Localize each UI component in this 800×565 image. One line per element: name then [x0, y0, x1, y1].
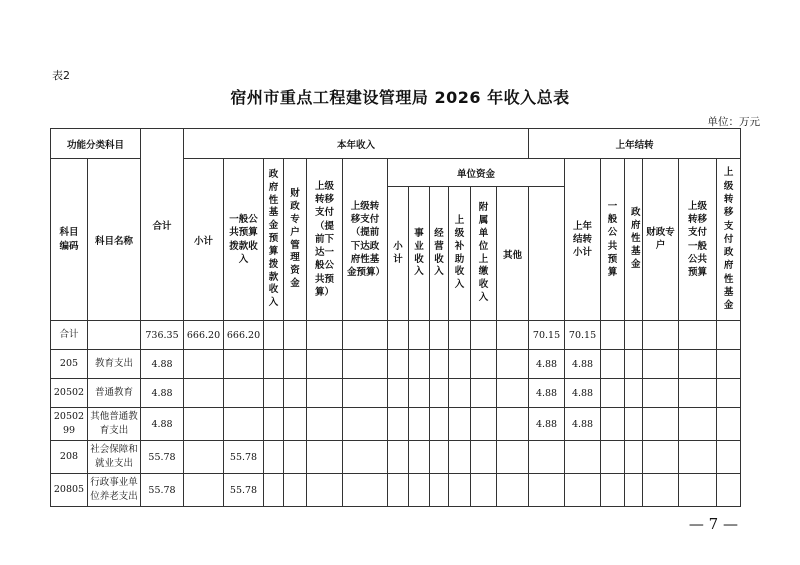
row-general [224, 408, 264, 441]
header-uf-upper-subsidy: 上级补助收入 [449, 187, 471, 321]
row-ly-general [565, 441, 601, 474]
row-code: 208 [51, 441, 88, 474]
row-code: 20805 [51, 474, 88, 507]
header-last-year: 上年结转 [529, 129, 741, 159]
header-ly-subtotal: 上年结转小计 [565, 159, 601, 321]
row-ly-subtotal: 4.88 [529, 379, 565, 408]
header-subject-code: 科目编码 [51, 159, 88, 321]
row-subtotal [184, 350, 224, 379]
header-upper-transfer-fund: 上级转移支付（提前下达政府性基金预算） [343, 159, 388, 321]
header-subject-name: 科目名称 [88, 159, 141, 321]
header-total: 合计 [141, 129, 184, 321]
row-ly-general [565, 474, 601, 507]
table-row [51, 350, 741, 379]
row-subtotal [184, 441, 224, 474]
table-row [51, 321, 741, 350]
header-fiscal-special: 财政专户管理资金 [284, 159, 307, 321]
row-ly-general: 4.88 [565, 408, 601, 441]
header-ly-upper-fund: 上级转移支付政府性基金 [717, 159, 741, 321]
row-subtotal [184, 408, 224, 441]
row-ly-general: 70.15 [565, 321, 601, 350]
header-unit-funds: 单位资金 [388, 159, 565, 187]
table-row [51, 441, 741, 474]
row-general [224, 379, 264, 408]
row-total: 55.78 [141, 441, 184, 474]
header-uf-business: 事业收入 [409, 187, 430, 321]
row-subtotal [184, 379, 224, 408]
header-gov-fund: 政府性基金预算拨款收入 [264, 159, 284, 321]
row-ly-subtotal: 4.88 [529, 350, 565, 379]
row-name: 其他普通教育支出 [88, 408, 141, 441]
row-code: 20502 [51, 379, 88, 408]
row-ly-subtotal: 4.88 [529, 408, 565, 441]
row-general: 55.78 [224, 474, 264, 507]
row-total: 55.78 [141, 474, 184, 507]
row-name [88, 321, 141, 350]
row-name: 普通教育 [88, 379, 141, 408]
header-subtotal: 小计 [184, 159, 224, 321]
row-general: 55.78 [224, 441, 264, 474]
header-ly-fiscal-special: 财政专户 [643, 159, 679, 321]
row-total: 4.88 [141, 350, 184, 379]
income-summary-table [50, 128, 741, 507]
row-ly-general: 4.88 [565, 379, 601, 408]
row-name: 社会保障和就业支出 [88, 441, 141, 474]
row-code: 205 [51, 350, 88, 379]
row-subtotal [184, 474, 224, 507]
header-uf-subtotal: 小计 [388, 187, 409, 321]
row-total: 4.88 [141, 379, 184, 408]
header-uf-other: 其他 [497, 187, 529, 321]
unit-label: 单位：万元 [707, 116, 760, 128]
row-ly-subtotal: 70.15 [529, 321, 565, 350]
header-general-budget: 一般公共预算拨款收入 [224, 159, 264, 321]
header-ly-upper-general: 上级转移支付一般公共预算 [679, 159, 717, 321]
table-label: 表2 [52, 69, 70, 82]
row-total: 4.88 [141, 408, 184, 441]
row-general [224, 350, 264, 379]
row-general: 666.20 [224, 321, 264, 350]
row-ly-subtotal [529, 474, 565, 507]
row-subtotal: 666.20 [184, 321, 224, 350]
header-ly-general: 一般公共预算 [601, 159, 625, 321]
row-ly-subtotal [529, 441, 565, 474]
header-ly-gov-fund: 政府性基金 [625, 159, 643, 321]
page-title: 宿州市重点工程建设管理局 2026 年收入总表 [230, 88, 570, 107]
row-code: 20502 99 [51, 408, 88, 441]
row-code: 合计 [51, 321, 88, 350]
page-number: — 7 — [688, 515, 738, 533]
table-row [51, 408, 741, 441]
header-upper-transfer-general: 上级转移支付（提前下达一般公共预算） [307, 159, 343, 321]
table-row [51, 474, 741, 507]
header-uf-affiliated: 附属单位上缴收入 [471, 187, 497, 321]
header-this-year: 本年收入 [184, 129, 529, 159]
row-total: 736.35 [141, 321, 184, 350]
row-name: 行政事业单位养老支出 [88, 474, 141, 507]
table-row [51, 379, 741, 408]
row-ly-general: 4.88 [565, 350, 601, 379]
header-uf-operating: 经营收入 [430, 187, 449, 321]
row-name: 教育支出 [88, 350, 141, 379]
header-func-class: 功能分类科目 [51, 129, 141, 159]
